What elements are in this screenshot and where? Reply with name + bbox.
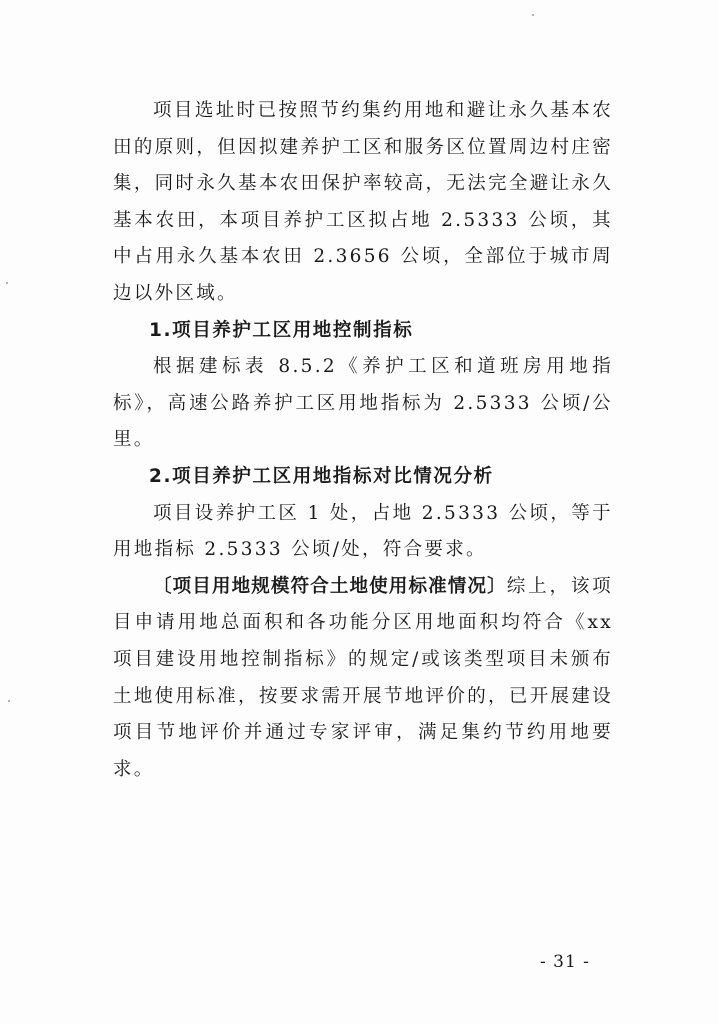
document-body [113,93,613,788]
scan-speck [6,282,8,284]
paragraph-comparison-result: 项目设养护工区 1 处，占地 2.5333 公顷，等于用地指标 2.5333 公顷/处，符合要求。 [113,502,613,561]
paragraph-land-standard: 根据建标表 8.5.2《养护工区和道班房用地指标》，高速公路养护工区用地指标为 2.5333 公顷/公里。 [113,356,613,451]
heading-land-control-index: 1.项目养护工区用地控制指标 [149,319,414,341]
conclusion-lead: 〔项目用地规模符合土地使用标准情况〕 [153,575,507,597]
conclusion-body: 综上，该项目申请用地总面积和各功能分区用地面积均符合《xx 项目建设用地控制指标》的规定/或该类型项目未颁布土地使用标准，按要求需开展节地评价的，已开展建设项目节地评价并通过专家评审，满足集约节约用地要求。 [113,575,613,780]
paragraph-conclusion [113,569,613,789]
scan-speck [532,14,534,16]
scan-speck [8,700,10,702]
paragraph-site-selection: 项目选址时已按照节约集约用地和避让永久基本农田的原则，但因拟建养护工区和服务区位置周边村庄密集，同时永久基本农田保护率较高，无法完全避让永久基本农田，本项目养护工区拟占地 2.5333 公顷，其中占用永久基本农田 2.3656 公顷，全部位于城市周边以外区域。 [113,100,613,304]
page-number: - 31 - [540,952,590,972]
heading-index-comparison: 2.项目养护工区用地指标对比情况分析 [149,465,494,487]
